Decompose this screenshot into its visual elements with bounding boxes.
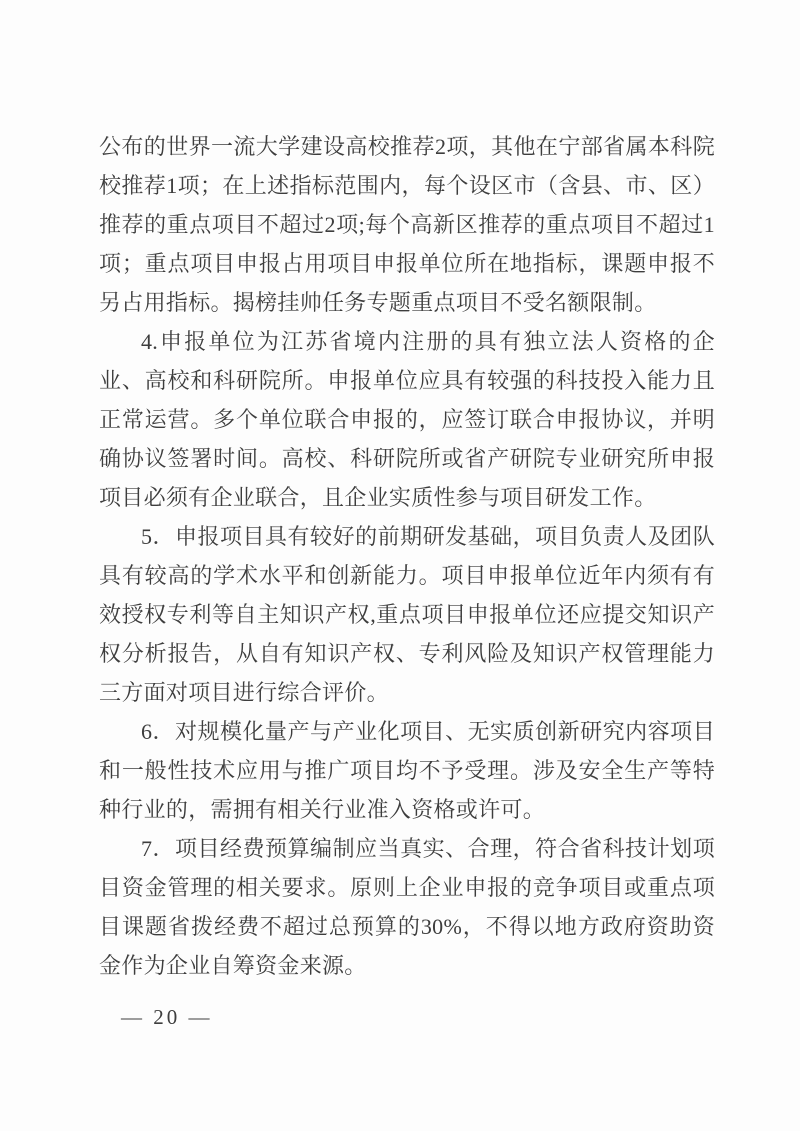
paragraph-item-5: 5．申报项目具有较好的前期研发基础，项目负责人及团队具有较高的学术水平和创新能力。项目申报单位近年内须有有效授权专利等自主知识产权,重点项目申报单位还应提交知识产权分析报告，从自有知识产权、专利风险及知识产权管理能力三方面对项目进行综合评价。 [99, 524, 715, 705]
paragraph-continuation: 公布的世界一流大学建设高校推荐2项，其他在宁部省属本科院校推荐1项；在上述指标范围内，每个设区市（含县、市、区）推荐的重点项目不超过2项;每个高新区推荐的重点项目不超过1项；重点项目申报占用项目申报单位所在地指标，课题申报不另占用指标。揭榜挂帅任务专题重点项目不受名额限制。 [99, 134, 715, 315]
page-number: — 20 — [121, 1005, 213, 1029]
paragraph-item-7: 7．项目经费预算编制应当真实、合理，符合省科技计划项目资金管理的相关要求。原则上企业申报的竞争项目或重点项目课题省拨经费不超过总预算的30%，不得以地方政府资助资金作为企业自筹资金来源。 [99, 836, 715, 978]
paragraph-item-6: 6．对规模化量产与产业化项目、无实质创新研究内容项目和一般性技术应用与推广项目均不予受理。涉及安全生产等特种行业的，需拥有相关行业准入资格或许可。 [99, 719, 715, 822]
document-body [99, 127, 715, 985]
paragraph-item-4: 4.申报单位为江苏省境内注册的具有独立法人资格的企业、高校和科研院所。申报单位应具有较强的科技投入能力且正常运营。多个单位联合申报的，应签订联合申报协议，并明确协议签署时间。高校、科研院所或省产研院专业研究所申报项目必须有企业联合，且企业实质性参与项目研发工作。 [99, 329, 715, 510]
